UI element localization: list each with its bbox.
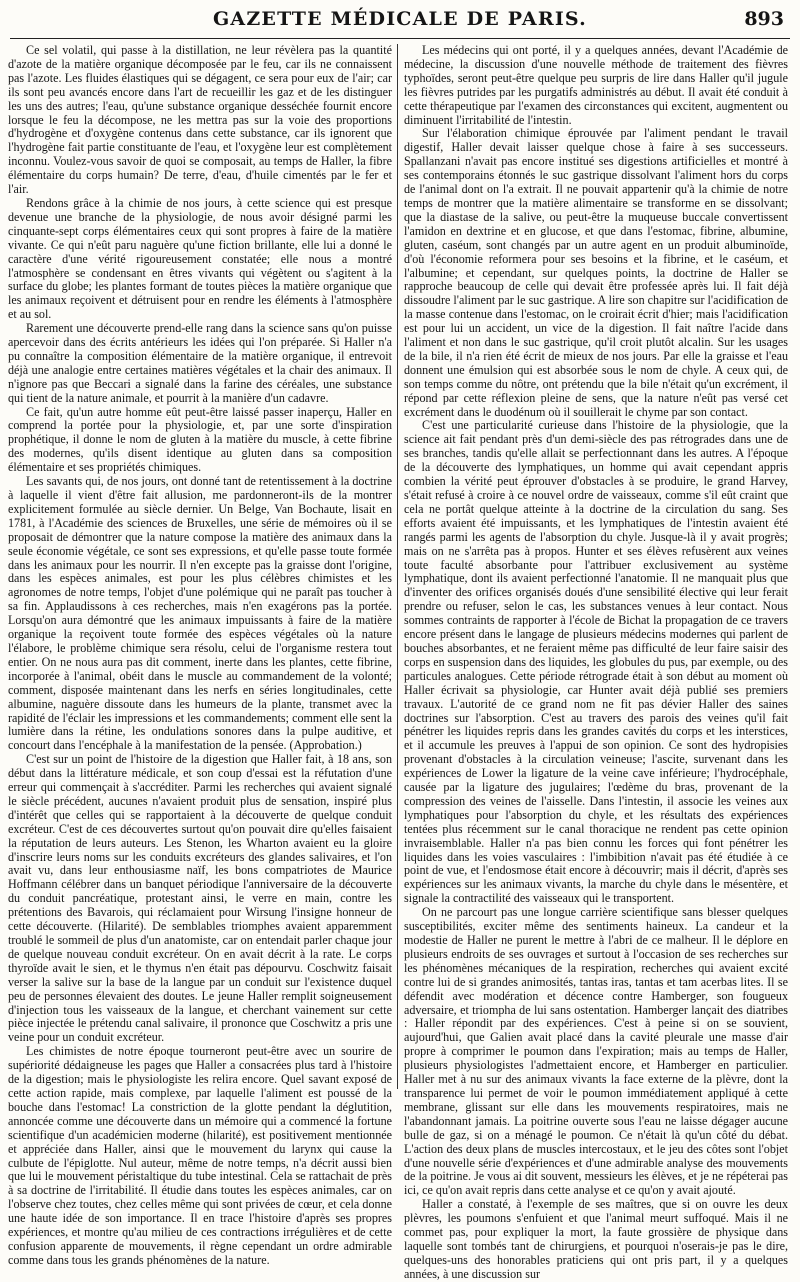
paragraph: C'est une particularité curieuse dans l'histoire de la physiologie, que la science ait fait pendant près d'un demi-siècle des pas rétrogrades dans une de ses branches, tandis qu'elle allait se perfectionnant dans les autres. A l'époque de la découverte des lymphatiques, un homme qui avait cependant appris combien la vérité peut éprouver d'obstacles à se produire, le grand Harvey, s'était refusé à croire à ce nouvel ordre de vaisseaux, comme s'il eût craint que cela ne portât quelque atteinte à la doctrine de la circulation du sang. Ses efforts avaient été impuissants, et les lymphatiques de l'intestin avaient été rangés parmi les agents de l'absorption du chyle. Jusque-là il y avait progrès; mais on ne s'arrêta pas à propos. Hunter et ses élèves refusèrent aux veines toute faculté absorbante pour l'attribuer exclusivement au système lymphatique, dont ils avaient perfectionné l'anatomie. Il ne manquait plus que d'inventer des orifices organisés doués d'une sensibilité élective qui leur ferait prendre ou refuser, selon le cas, les substances venues à leur contact. Nous sommes contraints de rapporter à l'école de Bichat la propagation de ce travers encore présent dans le langage de plusieurs médecins modernes qui parlent de bouches absorbantes, et ne feraient même pas difficulté de leur faire saisir des corps en suspension dans des liquides, les globules du pus, par exemple, ou des particules analogues. Cette période rétrograde était à son début au moment où Haller écrivait sa physiologie, car Hunter avait déjà publié ses premiers travaux. L'autorité de ce grand nom ne fit pas dévier Haller des saines doctrines sur l'absorption. C'est au travers des parois des veines qu'il fait pénétrer les liquides repris dans les grandes cavités du corps et les interstices, et il accumule les preuves à l'appui de son opinion. Ce sont des hydropisies provenant d'obstacles à la circulation veineuse; l'ascite, survenant dans les expériences de Lower la ligature de la veine cave inférieure; l'hydrocéphale, causée par la ligature des jugulaires; l'œdème du bras, provenant de la compression des veines de l'aisselle. Dans l'intestin, il associe les veines aux lymphatiques pour l'absorption du chyle, et les résultats des expériences tentées plus récemment sur le canal thoracique ne rendent pas cette opinion invraisemblable. Haller n'a pas bien connu les forces qui font pénétrer les liquides dans les voies vasculaires : l'imbibition n'avait pas été étudiée à ce point de vue, et l'endosmose était encore à découvrir; mais il décrit, d'après ses expériences sur les animaux vivants, la marche du chyle dans le mésentère, et signale la contractilité des vaisseaux qui le transportent. — [404, 418, 788, 906]
journal-title: GAZETTE MÉDICALE DE PARIS. — [213, 8, 587, 30]
paragraph: Haller a constaté, à l'exemple de ses maîtres, que si on ouvre les deux plèvres, les poumons s'enfuient et que l'animal meurt suffoqué. Mais il ne commet pas, pour expliquer la mort, la faute grossière de physique dans laquelle sont tombés tant de chirurgiens, et pourquoi n'oserais-je pas le dire, quelques-uns des honorables praticiens qui ont pris part, il y a quelques années, à une discussion sur — [404, 1197, 788, 1281]
page-number: 893 — [744, 8, 784, 30]
paragraph: C'est sur un point de l'histoire de la digestion que Haller fait, à 18 ans, son début dans la littérature médicale, et son coup d'essai est la réfutation d'une erreur qui commençait à s'accréditer. Parmi les recherches qui avaient signalé le siècle précédent, aucunes n'avaient produit plus de sensation, inspiré plus d'intérêt que celles qui se rapportaient à la découverte de quelque conduit excréteur. C'est de ces découvertes surtout qu'on pouvait dire qu'elles faisaient la réputation de leurs auteurs. Les Stenon, les Wharton avaient eu la gloire d'inscrire leurs noms sur les conduits excréteurs des glandes salivaires, et l'on avait vu, dans leur enthousiasme naïf, les bons compatriotes de Maurice Hoffmann célébrer dans un banquet périodique l'anniversaire de la découverte du conduit pancréatique, protestant ainsi, le verre en main, contre les prétentions des Bavarois, qui réclamaient pour Wirsung l'insigne honneur de cette découverte. (Hilarité). De semblables triomphes avaient apparemment troublé le sommeil de plus d'un anatomiste, car on entendait parler chaque jour de quelque nouveau conduit excréteur. On en avait décrit à la rate. Le corps thyroïde avait le sien, et le thymus n'en était pas dépourvu. Coschwitz faisait verser la salive sur la base de la langue par un conduit sur l'existence duquel peu de personnes élevaient des doutes. Le jeune Haller remplit soigneusement d'injection tous les vaisseaux de la langue, et cherchant vainement sur cette pièce injectée le prétendu canal salivaire, il prononce que Coschwitz a pris une veine pour un conduit excréteur. — [8, 752, 392, 1045]
paragraph: Rarement une découverte prend-elle rang dans la science sans qu'on puisse apercevoir dans des écrits antérieurs les idées qui l'on préparée. Si Haller n'a pu connaître la composition élémentaire de la matière organique, il entrevoit déjà une analogie entre certaines matières végétales et la chair des animaux. Il n'ignore pas que Beccari a signalé dans la farine des céréales, une substance qui tient de la nature animale, et pourrit à la manière d'un cadavre. — [8, 321, 392, 405]
left-column — [8, 43, 392, 1267]
paragraph: Ce sel volatil, qui passe à la distillation, ne leur révèlera pas la quantité d'azote de la matière organique décomposée par le feu, car ils ne connaissent pas l'azote. Les fluides élastiques qui se dégagent, ce sera pour eux de l'air; car ils sont peu avancés encore dans l'art de recueillir les gaz et de les distinguer les uns des autres; l'eau, qu'une substance organique desséchée fournit encore lorsque le feu la décompose, ne les mettra pas sur la voie des proportions d'hydrogène et d'oxygène contenus dans cette substance, car ils ignorent que l'hydrogène fait partie constituante de l'eau, et l'oxygène leur est complètement inconnu. Voulez-vous savoir de quoi se composait, au temps de Haller, la fibre élémentaire du corps humain? De terre, d'eau, d'huile cimentés par le fer et l'air. — [8, 43, 392, 197]
right-column — [404, 43, 788, 1281]
paragraph: Les médecins qui ont porté, il y a quelques années, devant l'Académie de médecine, la discussion d'une nouvelle méthode de traitement des fièvres typhoïdes, seront peut-être quelque peu surpris de lire dans Haller qu'il jugule les fièvres putrides par les purgatifs administrés au début. Il avait été conduit à cette thérapeutique par l'examen des circonstances qui excitent, augmentent ou diminuent l'irritabilité de l'intestin. — [404, 43, 788, 127]
paragraph: Rendons grâce à la chimie de nos jours, à cette science qui est presque devenue une branche de la physiologie, de nous avoir désigné parmi les cinquante-sept corps élémentaires ceux qui sont propres à faire de la matière vivante. Ce qui n'eût paru naguère qu'une fiction brillante, elle lui a donné le caractère d'une vérité rigoureusement constatée; elle nous a montré l'atmosphère se condensant en êtres vivants qui végètent ou s'agitent à la surface du globe; les plantes formant de toutes pièces la matière organique que les animaux reçoivent et détruisent pour en rendre les éléments à l'atmosphère et au sol. — [8, 195, 392, 322]
paragraph: On ne parcourt pas une longue carrière scientifique sans blesser quelques susceptibilités, exciter même des sentiments haineux. La candeur et la modestie de Haller ne purent le mettre à l'abri de ce malheur. Il le déplore en plusieurs endroits de ses ouvrages et surtout à l'occasion de ses recherches sur les phénomènes mécaniques de la respiration, recherches qui avaient excité contre lui de si grandes animosités, tantas iras, tantas et tam acerbas lites. Il se défendit avec modération et décence contre Hamberger, son fougueux adversaire, et triompha de lui sans ostentation. Hamberger lançait des diatribes : Haller répondit par des expériences. C'est à peine si on se souvient, aujourd'hui, que Galien avait placé dans la cavité pleurale une masse d'air propre à comprimer le poumon dans l'expiration; mais au temps de Haller, plusieurs physiologistes l'admettaient encore, et Hamberger en particulier. Haller met à nu sur des animaux vivants la face externe de la plèvre, dont la transparence lui permet de voir le poumon immédiatement appliqué à cette membrane, glissant sur elle dans les mouvements respiratoires, mais ne l'abandonnant jamais. La poitrine ouverte sous l'eau ne laisse dégager aucune bulle de gaz, si on a ménagé le poumon. Ce n'était là qu'un côté du débat. L'action des deux plans de muscles intercostaux, et le jeu des côtes sont l'objet d'une nouvelle série d'expériences et d'une admirable analyse des mouvements de la poitrine. Je vous ai dit souvent, messieurs les élèves, et je ne répéterai pas ici, ce qu'on avait repris dans cette analyse et ce qu'on y avait ajouté. — [404, 905, 788, 1198]
paragraph: Sur l'élaboration chimique éprouvée par l'aliment pendant le travail digestif, Haller devait laisser quelque chose à faire à ses successeurs. Spallanzani n'avait pas encore institué ses digestions artificielles et montré à ses contemporains étonnés le suc gastrique dissolvant l'aliment hors du corps de l'animal dont on l'a extrait. Il ne pouvait appartenir qu'à la chimie de notre temps de montrer que la matière alimentaire se transforme en se dissolvant; que la diastase de la salive, ou peut-être la muqueuse buccale convertissent l'amidon en dextrine et en glucose, et que dans l'estomac, fibrine, albumine, gluten, caséum, sont changés par un autre agent en un produit albuminoïde, d'où l'économie reformera pour ses besoins et la fibrine, et le caséum, et l'albumine; et cependant, sur quelques points, la doctrine de Haller se rapproche beaucoup de celle qui devait être professée après lui. Il fait déjà dissoudre l'aliment par le suc gastrique. A lire son chapitre sur l'acidification de la masse contenue dans l'estomac, on le croirait écrit d'hier; mais l'acidification est pour lui un accident, un vice de la digestion. Il fait naître l'acide dans l'aliment et non dans le suc gastrique, qu'il croit plutôt alcalin. Sur les usages de la bile, il n'a rien été écrit de mieux de nos jours. Par elle la graisse et l'eau donnent une émulsion qui est absorbée sous le nom de chyle. A ceux qui, de son temps comme du nôtre, ont prétendu que la bile n'était qu'un excrément, il répond par cette réflexion pleine de sens, que la nature n'eût pas versé cet excrément dans le duodénum où il souillerait le chyme par son contact. — [404, 126, 788, 419]
paragraph: Les chimistes de notre époque tourneront peut-être avec un sourire de supériorité dédaigneuse les pages que Haller a consacrées plus tard à l'histoire de la digestion; mais le physiologiste les relira encore. Quel savant exposé de cette action rapide, mais complexe, par laquelle l'aliment est poussé de la bouche dans l'estomac! La constriction de la glotte pendant la déglutition, annoncée comme une découverte dans un mémoire qui a commencé la fortune scientifique d'un académicien moderne (hilarité), est positivement mentionnée et appréciée dans Haller, ainsi que le mouvement du larynx qui cause la culbute de l'épiglotte. Nul auteur, même de notre temps, n'a décrit aussi bien que lui le mouvement péristaltique du tube intestinal. Cela se rattachait de près à sa doctrine de l'irritabilité. Il étudie dans toutes les espèces animales, car on l'observe chez toutes, chez celles même qui sont privées de cœur, et cela donne une haute idée de son importance. Il en trace l'histoire d'après ses propres expériences, et montre qu'au milieu de ces contractions irrégulières et de cette confusion apparente de mouvements, il règne cependant un ordre admirable comme dans tous les grands phénomènes de la nature. — [8, 1044, 392, 1267]
paragraph: Ce fait, qu'un autre homme eût peut-être laissé passer inaperçu, Haller en comprend la portée pour la physiologie, et, par une sorte d'inspiration prophétique, il donne le nom de gluten à la matière du muscle, à cette fibrine des modernes, qu'ils disent identique au gluten dans sa composition élémentaire et ses propriétés chimiques. — [8, 404, 392, 475]
paragraph: Les savants qui, de nos jours, ont donné tant de retentissement à la doctrine à laquelle il vient d'être fait allusion, me pardonneront-ils de la montrer explicitement formulée au siècle dernier. Un Belge, Van Bochaute, lisait en 1781, à l'Académie des sciences de Bruxelles, une série de mémoires où il se proposait de démontrer que la nature compose la matière des animaux dans la seule économie végétale, ce sont ses expressions, et qu'elle passe toute formée dans les animaux pour les nourrir. Il n'en excepte pas la graisse dont l'origine, dans les espèces animales, est pour les plus célèbres chimistes et les agronomes de notre temps, l'objet d'une polémique qui ne paraît pas toucher à sa fin. Applaudissons à ces recherches, mais n'en exagérons pas la portée. Lorsqu'on aura démontré que les animaux impuissants à faire de la matière organique la reçoivent toute formée des espèces végétales où la nature l'élabore, le problème chimique sera résolu, celui de l'organisme restera tout entier. On ne nous aura pas dit comment, inerte dans les plantes, cette fibrine, incorporée à l'animal, obéit dans le muscle au commandement de la volonté; comment, disposée maintenant dans les nerfs en séries longitudinales, cette albumine, naguère dissoute dans les humeurs de la plante, transmet avec la rapidité de l'éclair les impressions et les commandements; comment elle sent la lumière dans la rétine, les ondulations sonores dans la pulpe auditive, et concourt dans l'encéphale à la manifestation de la pensée. (Approbation.) — [8, 474, 392, 753]
page-header — [10, 8, 790, 39]
column-divider — [397, 44, 398, 1089]
